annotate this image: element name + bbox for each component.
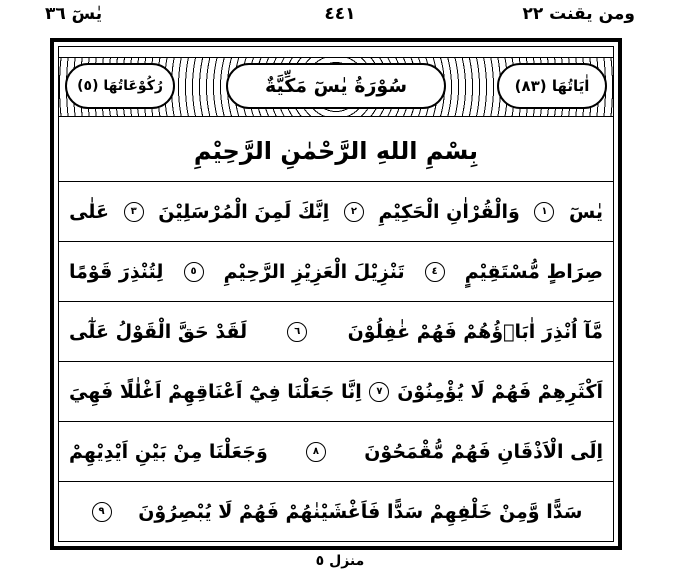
verse-text: تَنْزِيْلَ الْعَزِيْزِ الرَّحِيْمِ [223, 260, 405, 283]
verse-line [59, 361, 613, 421]
surah-name: سُوْرَةُ يٰسٓ مَكِّيَّةٌ [264, 75, 408, 97]
verse-count-cartouche [497, 63, 607, 109]
verse-line [59, 301, 613, 361]
page-inner-frame [58, 46, 614, 542]
verse-end-marker: ٤ [425, 262, 445, 282]
surah-name-cartouche [226, 63, 446, 109]
manzil-label: منزل ٥ [315, 553, 365, 569]
verse-end-marker: ٢ [344, 202, 364, 222]
verse-text: اِلَى الْاَذْقَانِ فَهُمْ مُّقْمَحُوْنَ [364, 440, 603, 463]
verse-text: مَّآ اُنْذِرَ اٰبَاۤؤُهُمْ فَهُمْ غٰفِلُوْنَ [347, 320, 603, 343]
verse-text: لِتُنْذِرَ قَوْمًا [69, 260, 164, 283]
verse-line [59, 421, 613, 481]
verse-end-marker: ٦ [287, 322, 307, 342]
verse-end-marker: ١ [534, 202, 554, 222]
surah-title-band [59, 57, 613, 117]
verse-text: اِنَّكَ لَمِنَ الْمُرْسَلِيْنَ [158, 200, 330, 223]
basmala [59, 125, 613, 177]
verse-end-marker: ٩ [92, 502, 112, 522]
verse-text: لَقَدْ حَقَّ الْقَوْلُ عَلٰٓى [69, 320, 248, 343]
verse-text: صِرَاطٍ مُّسْتَقِيْمٍ [464, 260, 603, 283]
verse-text: اَكْثَرِهِمْ فَهُمْ لَا يُؤْمِنُوْنَ [397, 380, 603, 403]
basmala-text: بِسْمِ اللهِ الرَّحْمٰنِ الرَّحِيْمِ [193, 137, 479, 165]
verse-text: وَجَعَلْنَا مِنْ بَيْنِ اَيْدِيْهِمْ [69, 440, 268, 463]
verse-count: اٰيَاتُهَا (٨٣) [514, 77, 590, 95]
verse-text: اِنَّا جَعَلْنَا فِيْٓ اَعْنَاقِهِمْ اَغْلٰلًا فَهِيَ [69, 380, 362, 403]
verse-line [59, 481, 613, 541]
verse-end-marker: ٨ [306, 442, 326, 462]
verse-line [59, 181, 613, 241]
header-page-number: ٤٤١ [324, 4, 356, 24]
page-frame [50, 38, 622, 550]
verse-end-marker: ٧ [369, 382, 389, 402]
verse-line [59, 241, 613, 301]
header-juz: ومن يقنت ٢٢ [522, 4, 635, 24]
verse-end-marker: ٣ [124, 202, 144, 222]
header-surah: يٰسٓ ٣٦ [45, 4, 103, 24]
verse-end-marker: ٥ [184, 262, 204, 282]
ruku-count: رُكُوْعَاتُهَا (٥) [77, 78, 163, 94]
ruku-count-cartouche [65, 63, 175, 109]
verse-text: يٰسٓ [569, 200, 603, 223]
verse-text: عَلٰى [69, 200, 110, 223]
verse-text: سَدًّا وَّمِنْ خَلْفِهِمْ سَدًّا فَاَغْشَيْنٰهُمْ فَهُمْ لَا يُبْصِرُوْنَ [138, 500, 583, 523]
verse-text: وَالْقُرْاٰنِ الْحَكِيْمِ [378, 200, 520, 223]
